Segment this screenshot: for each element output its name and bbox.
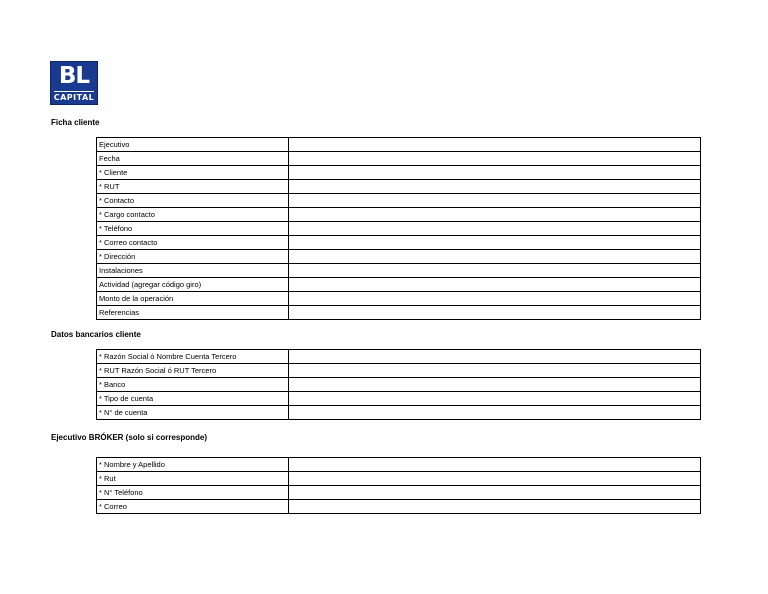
field-value-cell[interactable] [289, 152, 701, 166]
field-value-cell[interactable] [289, 500, 701, 514]
field-label: * Contacto [97, 194, 289, 208]
field-value-cell[interactable] [289, 292, 701, 306]
logo-capital-text: CAPITAL [53, 93, 95, 102]
field-value-cell[interactable] [289, 486, 701, 500]
form-row [97, 278, 701, 292]
form-row [97, 236, 701, 250]
field-value-cell[interactable] [289, 264, 701, 278]
form-row [97, 152, 701, 166]
field-value-cell[interactable] [289, 364, 701, 378]
field-label: * Rut [97, 472, 289, 486]
field-label: * Correo contacto [97, 236, 289, 250]
section-title-datos-bancarios: Datos bancarios cliente [51, 330, 141, 339]
ejecutivo-broker-table [96, 457, 701, 514]
field-label: Fecha [97, 152, 289, 166]
form-row [97, 392, 701, 406]
field-value-cell[interactable] [289, 458, 701, 472]
form-row [97, 472, 701, 486]
field-value-cell[interactable] [289, 222, 701, 236]
form-row [97, 250, 701, 264]
field-label: Actividad (agregar código giro) [97, 278, 289, 292]
field-value-cell[interactable] [289, 392, 701, 406]
field-label: * Tipo de cuenta [97, 392, 289, 406]
logo-bl-text: BL [58, 63, 90, 89]
logo-divider [54, 91, 94, 92]
field-value-cell[interactable] [289, 378, 701, 392]
form-row [97, 350, 701, 364]
field-value-cell[interactable] [289, 350, 701, 364]
ficha-cliente-table [96, 137, 701, 320]
form-row [97, 500, 701, 514]
field-label: * Cliente [97, 166, 289, 180]
field-value-cell[interactable] [289, 406, 701, 420]
form-row [97, 222, 701, 236]
form-row [97, 406, 701, 420]
field-label: Monto de la operación [97, 292, 289, 306]
field-value-cell[interactable] [289, 236, 701, 250]
field-label: Ejecutivo [97, 138, 289, 152]
bl-capital-logo [50, 61, 98, 105]
form-row [97, 194, 701, 208]
field-value-cell[interactable] [289, 278, 701, 292]
field-value-cell[interactable] [289, 194, 701, 208]
form-row [97, 180, 701, 194]
form-row [97, 378, 701, 392]
field-label: * Razón Social ó Nombre Cuenta Tercero [97, 350, 289, 364]
section-title-ejecutivo-broker: Ejecutivo BRÓKER (solo si corresponde) [51, 433, 208, 442]
field-value-cell[interactable] [289, 138, 701, 152]
form-row [97, 208, 701, 222]
field-value-cell[interactable] [289, 180, 701, 194]
field-label: Referencias [97, 306, 289, 320]
form-row [97, 364, 701, 378]
field-label: * Teléfono [97, 222, 289, 236]
datos-bancarios-table [96, 349, 701, 420]
field-value-cell[interactable] [289, 208, 701, 222]
field-label: * RUT [97, 180, 289, 194]
field-label: Instalaciones [97, 264, 289, 278]
form-row [97, 292, 701, 306]
form-row [97, 166, 701, 180]
field-label: * RUT Razón Social ó RUT Tercero [97, 364, 289, 378]
field-label: * Banco [97, 378, 289, 392]
field-value-cell[interactable] [289, 250, 701, 264]
field-label: * Correo [97, 500, 289, 514]
form-row [97, 458, 701, 472]
section-title-ficha-cliente: Ficha cliente [51, 118, 100, 127]
field-label: * N° de cuenta [97, 406, 289, 420]
form-row [97, 264, 701, 278]
form-row [97, 138, 701, 152]
field-value-cell[interactable] [289, 472, 701, 486]
field-value-cell[interactable] [289, 166, 701, 180]
field-label: * Dirección [97, 250, 289, 264]
field-value-cell[interactable] [289, 306, 701, 320]
field-label: * Nombre y Apellido [97, 458, 289, 472]
form-row [97, 306, 701, 320]
field-label: * N° Teléfono [97, 486, 289, 500]
field-label: * Cargo contacto [97, 208, 289, 222]
form-row [97, 486, 701, 500]
